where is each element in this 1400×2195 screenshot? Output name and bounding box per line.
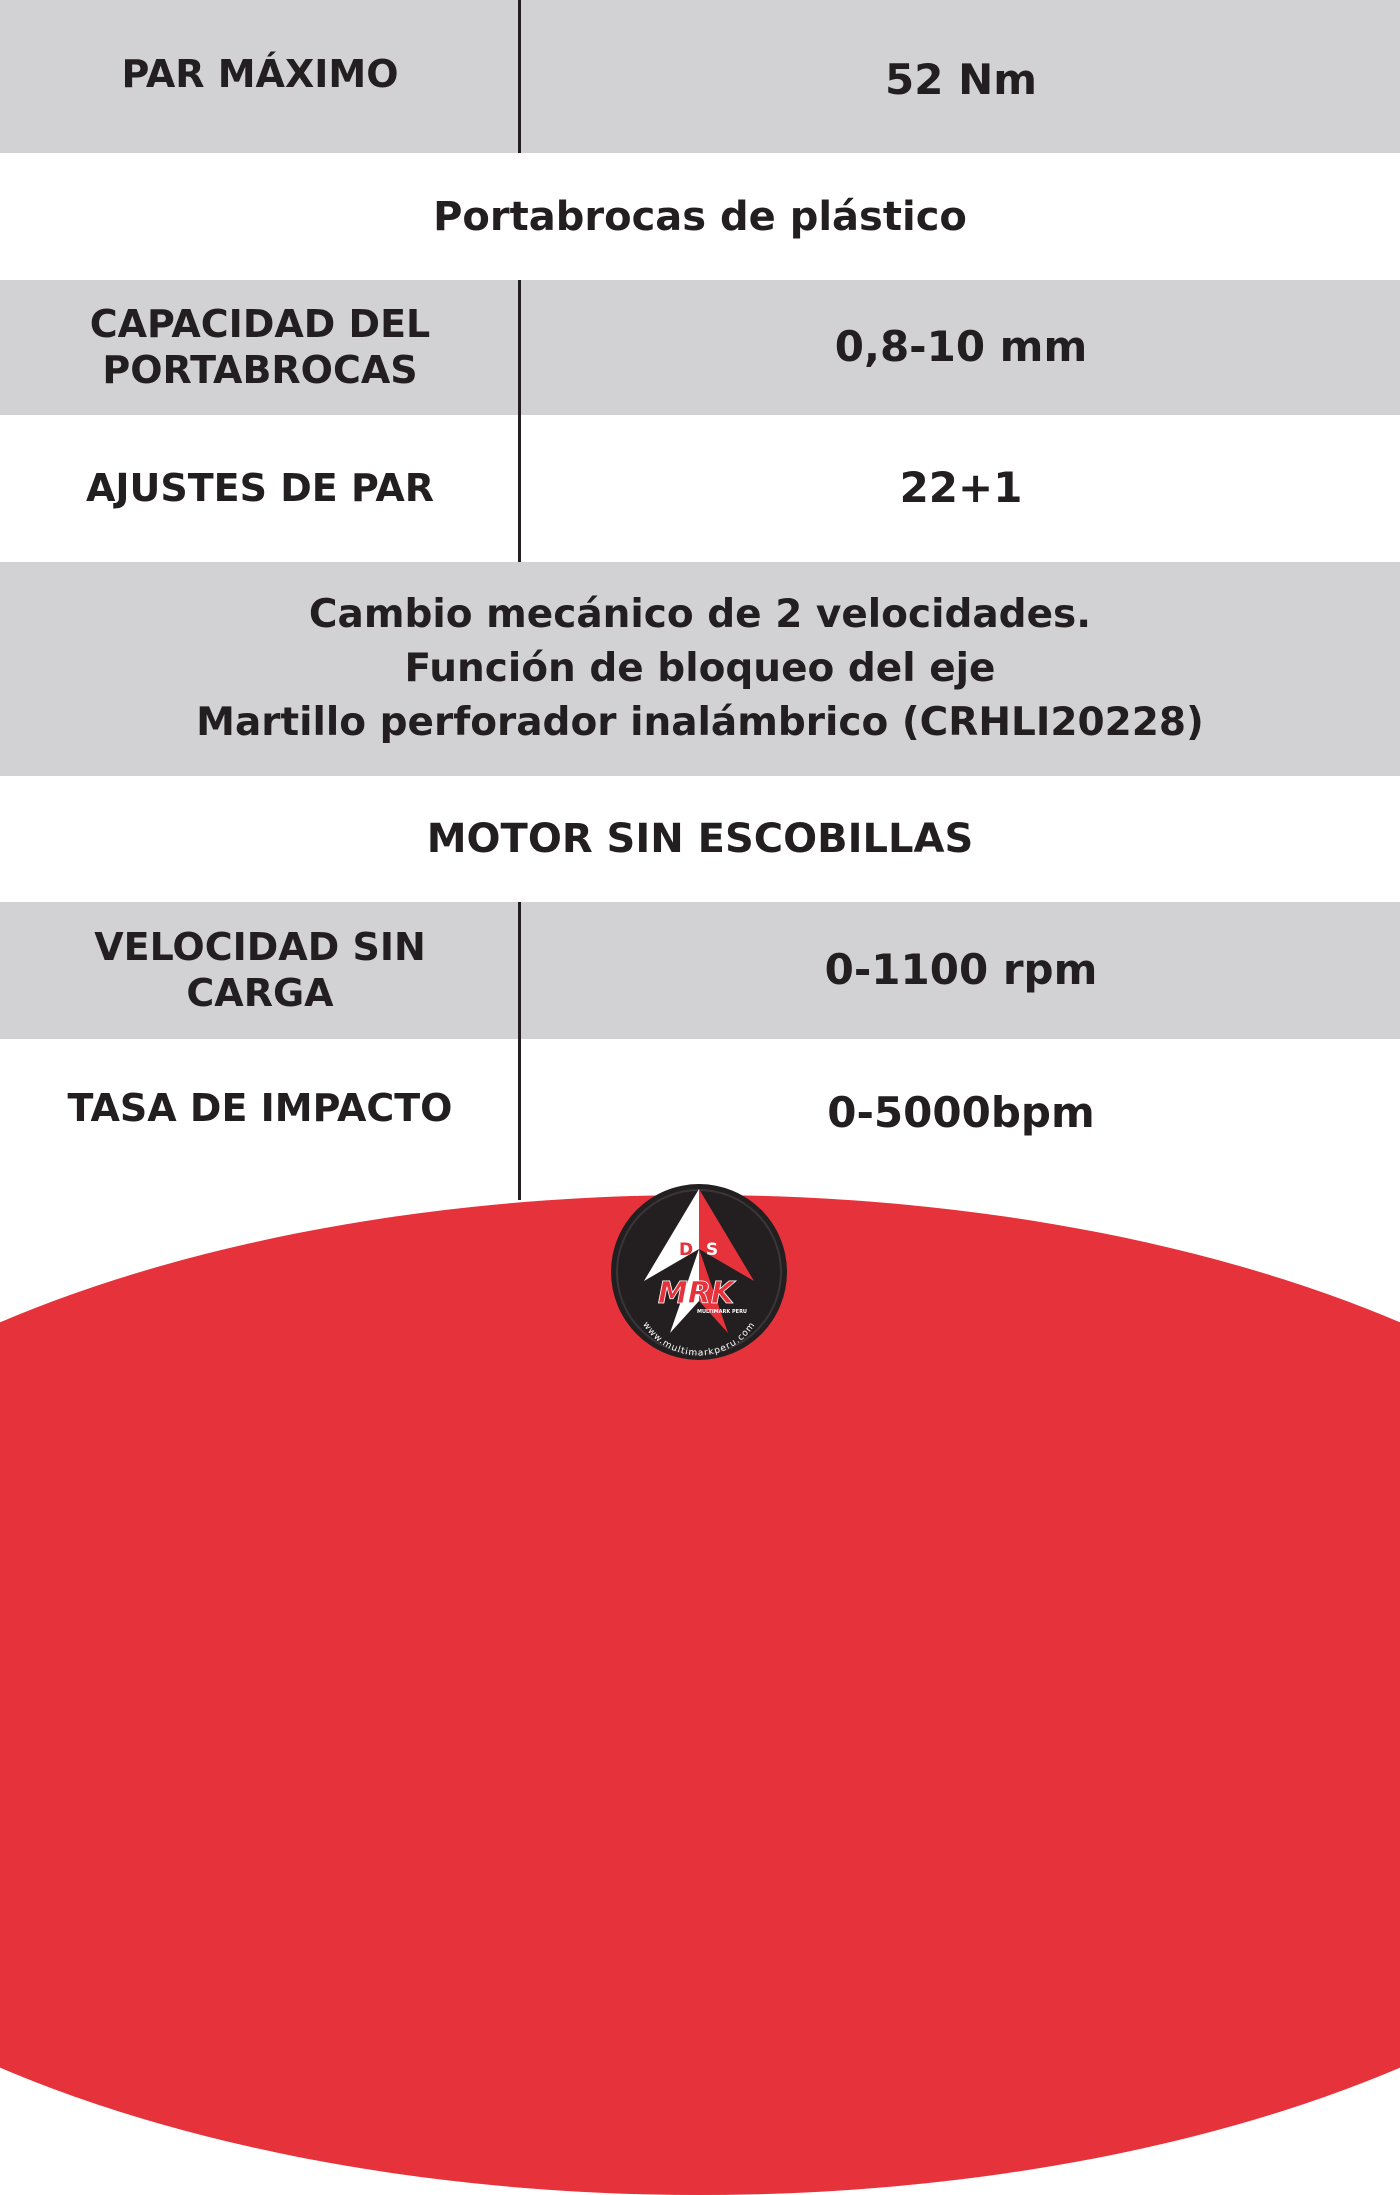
spec-label-capacidad: CAPACIDAD DEL PORTABROCAS: [89, 301, 431, 392]
logo-wordmark: MRK: [657, 1276, 735, 1311]
feature-portabrocas: Portabrocas de plástico: [433, 193, 967, 240]
brand-logo: [610, 1183, 788, 1361]
spec-value-capacidad: 0,8-10 mm: [834, 322, 1088, 372]
logo-tagline: MULTIMARK PERU: [697, 1309, 747, 1315]
spec-label-tasa-impacto: TASA DE IMPACTO: [67, 1086, 453, 1131]
feature-list: Cambio mecánico de 2 velocidades. Función de bloqueo del eje Martillo perforador inalámbrico (CRHLI20228): [196, 592, 1204, 745]
logo-letter-s: S: [705, 1240, 719, 1260]
spec-label-velocidad: VELOCIDAD SIN CARGA: [94, 924, 426, 1015]
spec-value-ajustes: 22+1: [899, 463, 1023, 513]
spec-value-par-maximo: 52 Nm: [885, 55, 1037, 105]
spec-value-tasa-impacto: 0-5000bpm: [827, 1087, 1095, 1137]
logo-letter-d: D: [678, 1240, 694, 1260]
feature-motor: MOTOR SIN ESCOBILLAS: [426, 816, 974, 862]
spec-value-velocidad: 0-1100 rpm: [824, 945, 1098, 995]
logo-url-path: www.multimarkperu.com: [640, 1320, 758, 1359]
spec-label-ajustes: AJUSTES DE PAR: [85, 465, 434, 510]
spec-label-par-maximo: PAR MÁXIMO: [121, 51, 399, 96]
